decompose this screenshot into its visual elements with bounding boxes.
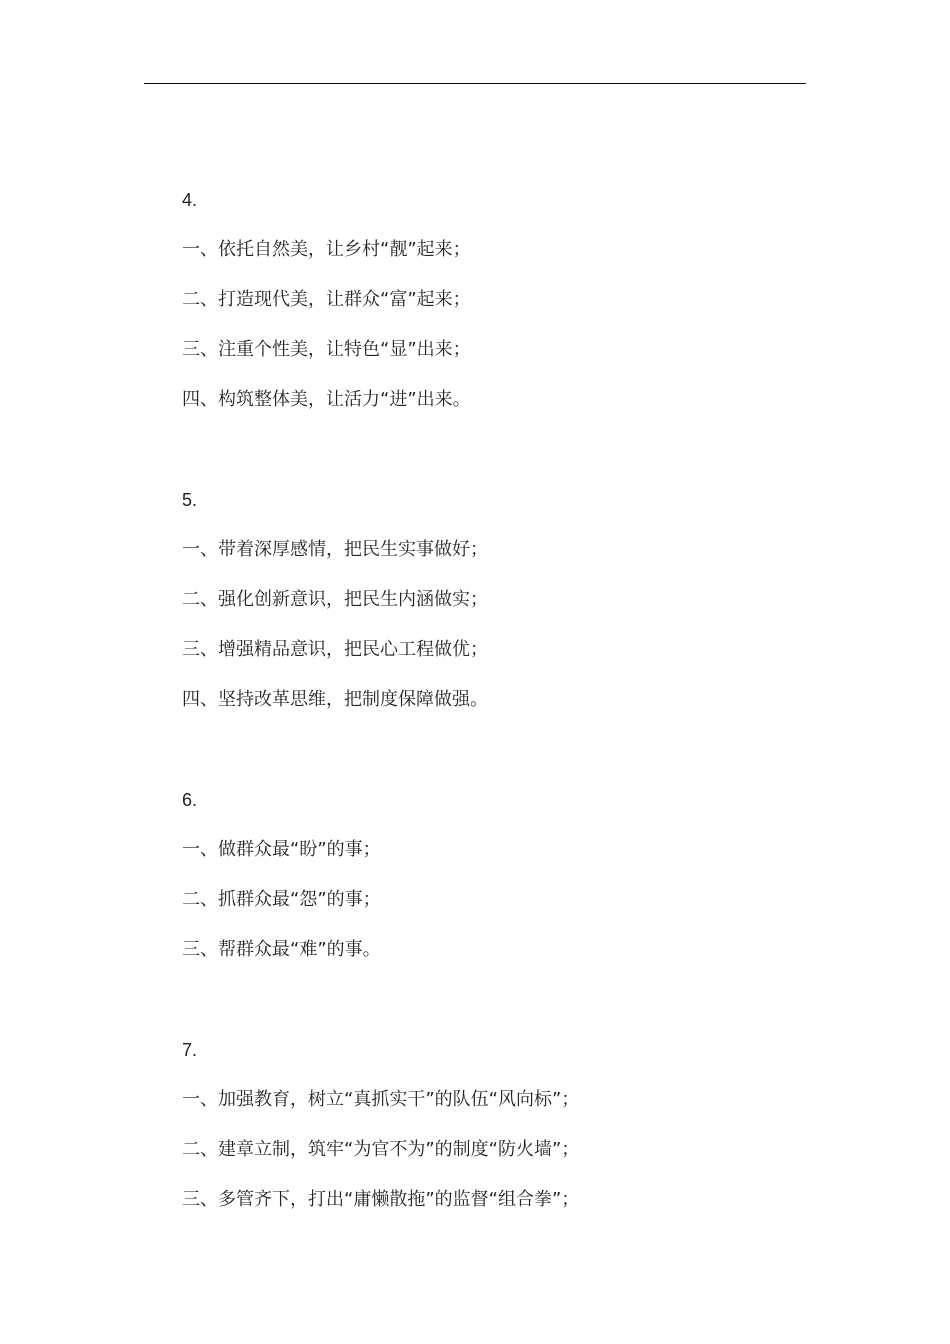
list-item: 二、强化创新意识，把民生内涵做实； xyxy=(182,589,488,610)
section-number: 4. xyxy=(182,190,198,210)
list-item: 三、帮群众最“难”的事。 xyxy=(182,939,381,960)
section-number: 5. xyxy=(182,490,198,510)
header-divider xyxy=(144,83,806,84)
document-body xyxy=(182,185,822,1285)
section-4 xyxy=(182,185,822,435)
list-item: 二、打造现代美，让群众“富”起来； xyxy=(182,289,471,310)
list-item: 一、带着深厚感情，把民生实事做好； xyxy=(182,539,488,560)
list-item: 二、建章立制，筑牢“为官不为”的制度“防火墙”； xyxy=(182,1139,580,1160)
section-7 xyxy=(182,1035,822,1235)
list-item: 三、注重个性美，让特色“显”出来； xyxy=(182,339,471,360)
section-number: 7. xyxy=(182,1040,198,1060)
section-5 xyxy=(182,485,822,735)
list-item: 一、加强教育，树立“真抓实干”的队伍“风向标”； xyxy=(182,1089,580,1110)
list-item: 一、依托自然美，让乡村“靓”起来； xyxy=(182,239,471,260)
section-number: 6. xyxy=(182,790,198,810)
list-item: 三、增强精品意识，把民心工程做优； xyxy=(182,639,488,660)
section-6 xyxy=(182,785,822,985)
list-item: 三、多管齐下，打出“庸懒散拖”的监督“组合拳”； xyxy=(182,1189,580,1210)
list-item: 一、做群众最“盼”的事； xyxy=(182,839,381,860)
list-item: 四、坚持改革思维，把制度保障做强。 xyxy=(182,689,488,710)
list-item: 四、构筑整体美，让活力“进”出来。 xyxy=(182,389,471,410)
list-item: 二、抓群众最“怨”的事； xyxy=(182,889,381,910)
